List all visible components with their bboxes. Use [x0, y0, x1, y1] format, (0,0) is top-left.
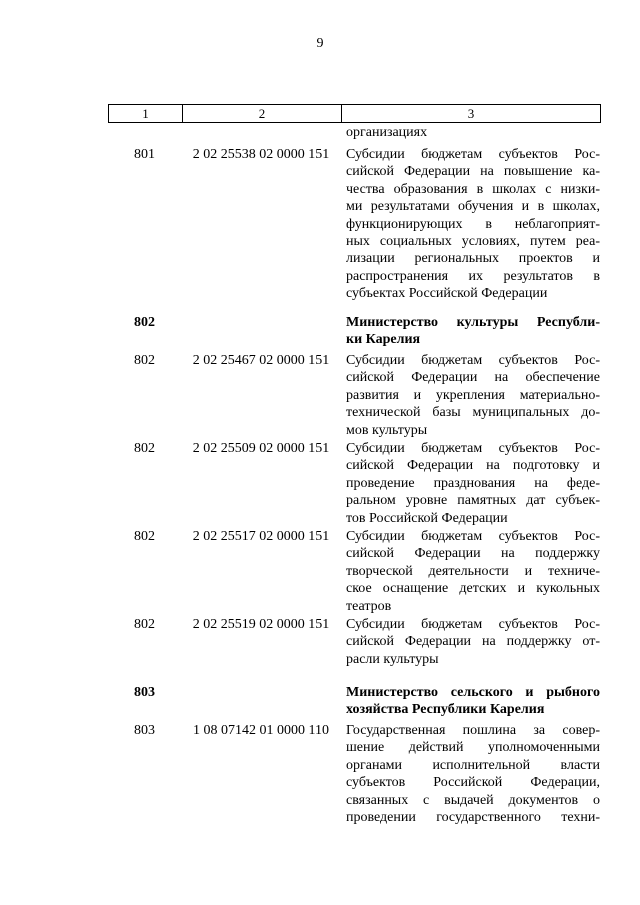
description-line: сийской Федерации на обеспечение — [346, 370, 600, 386]
table-header-col-1: 1 — [109, 105, 183, 122]
description-line: проведение празднования на феде- — [346, 475, 600, 491]
table-header-col-2: 2 — [183, 105, 342, 122]
description-line: сийской Федерации на поддержку — [346, 546, 600, 562]
description-line: ское оснащение детских и кукольных — [346, 581, 600, 597]
page-number: 9 — [316, 36, 324, 51]
admin-code: 802 — [134, 617, 155, 632]
admin-code: 802 — [134, 315, 155, 330]
revenue-code: 2 02 25467 02 0000 151 — [192, 353, 330, 368]
description-line: развития и укрепления материально- — [346, 387, 600, 403]
continuation-text: организациях — [346, 125, 428, 140]
revenue-code: 2 02 25517 02 0000 151 — [192, 529, 330, 544]
description-line: расли культуры — [346, 651, 439, 667]
row-description — [346, 616, 600, 668]
revenue-code: 2 02 25538 02 0000 151 — [192, 147, 330, 162]
section-title — [346, 684, 600, 719]
description-line: проведении государственного техни- — [346, 810, 600, 826]
admin-code: 803 — [134, 723, 155, 738]
description-line: тов Российской Федерации — [346, 510, 508, 526]
admin-code: 802 — [134, 353, 155, 368]
row-description — [346, 528, 600, 615]
revenue-code: 2 02 25509 02 0000 151 — [192, 441, 330, 456]
description-line: ных социальных условиях, путем реа- — [346, 234, 600, 250]
section-title — [346, 314, 600, 349]
description-line: связанных с выдачей документов о — [346, 792, 600, 808]
description-line: технической базы муниципальных до- — [346, 405, 600, 421]
description-line: ми результатами обучения и в школах, — [346, 199, 600, 215]
description-line: лизации региональных проектов и — [346, 251, 600, 267]
description-line: распространения их результатов в — [346, 268, 600, 284]
description-line: ки Карелия — [346, 332, 421, 348]
description-line: сийской Федерации на подготовку и — [346, 458, 600, 474]
description-line: творческой деятельности и техниче- — [346, 563, 600, 579]
description-line: сийской Федерации на повышение ка- — [346, 164, 600, 180]
description-line: Субсидии бюджетам субъектов Рос- — [346, 617, 600, 632]
description-line: субъектах Российской Федерации — [346, 286, 548, 302]
description-line: сийской Федерации на поддержку от- — [346, 634, 600, 650]
row-description — [346, 146, 600, 303]
row-description — [346, 440, 600, 527]
revenue-code: 2 02 25519 02 0000 151 — [192, 617, 330, 632]
revenue-code: 1 08 07142 01 0000 110 — [193, 723, 329, 738]
description-line: органами исполнительной власти — [346, 757, 600, 773]
description-line: хозяйства Республики Карелия — [346, 702, 545, 718]
description-line: функционирующих в неблагоприят- — [346, 216, 600, 232]
admin-code: 803 — [134, 685, 155, 700]
admin-code: 802 — [134, 529, 155, 544]
row-description — [346, 352, 600, 439]
admin-code: 801 — [134, 147, 155, 162]
description-line: Субсидии бюджетам субъектов Рос- — [346, 441, 600, 456]
description-line: Субсидии бюджетам субъектов Рос- — [346, 529, 600, 544]
description-line: чества образования в школах с низки- — [346, 181, 600, 197]
description-line: субъектов Российской Федерации, — [346, 775, 600, 791]
admin-code: 802 — [134, 441, 155, 456]
description-line: шение действий уполномоченными — [346, 740, 600, 756]
description-line: Министерство культуры Республи- — [346, 315, 600, 330]
description-line: мов культуры — [346, 422, 428, 438]
table-header — [108, 104, 601, 123]
row-description — [346, 722, 600, 826]
description-line: Субсидии бюджетам субъектов Рос- — [346, 147, 600, 162]
description-line: театров — [346, 598, 392, 614]
description-line: Министерство сельского и рыбного — [346, 685, 600, 700]
table-header-col-3: 3 — [467, 106, 475, 121]
description-line: Субсидии бюджетам субъектов Рос- — [346, 353, 600, 368]
description-line: Государственная пошлина за совер- — [346, 723, 600, 738]
description-line: ральном уровне памятных дат субъек- — [346, 493, 600, 509]
